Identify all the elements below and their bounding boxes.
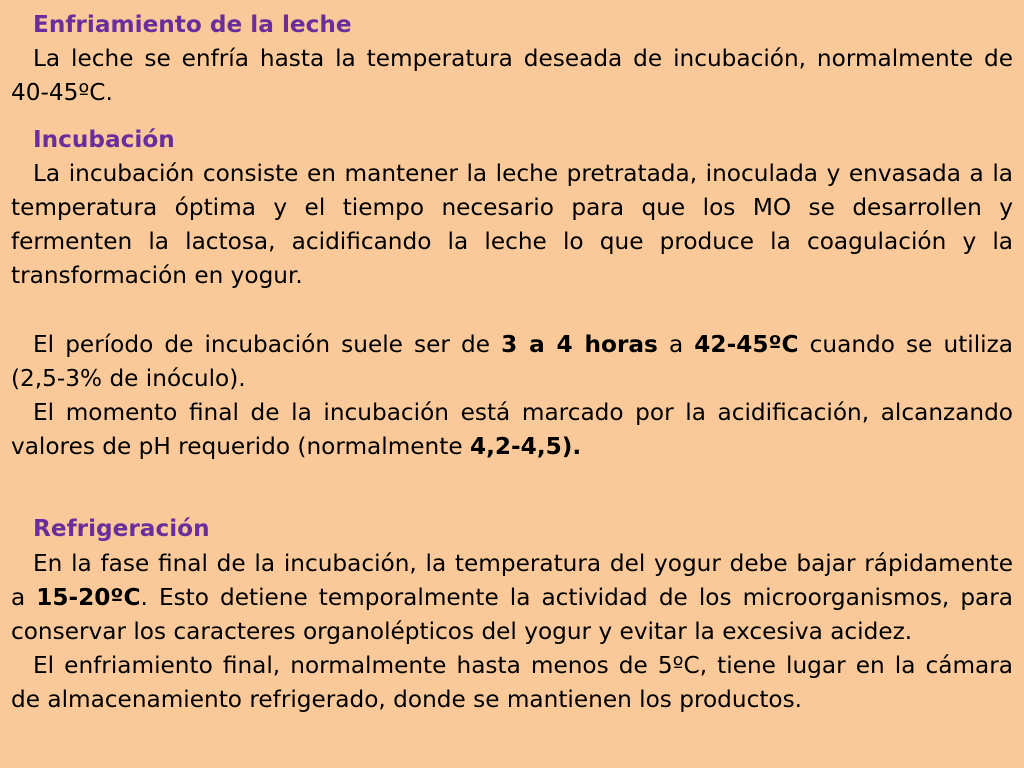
bold-temperature: 42-45ºC [694,330,799,358]
section-enfriamiento [11,8,1013,111]
paragraph-incubacion-2 [11,328,1013,396]
text-span: El momento final de la incubación está marcado por la acidificación, alcanzando valores de pH requerido (normalmente [11,399,1013,461]
paragraph-enfriamiento: La leche se enfría hasta la temperatura deseada de incubación, normalmente de 40-45ºC. [11,45,1013,107]
paragraph-refrigeracion-1 [11,547,1013,650]
text-span: . Esto detiene temporalmente la actividad de los microorganismos, para conservar los caracteres organolépticos del yogur y evitar la excesiva acidez. [11,583,1013,646]
bold-duration: 3 a 4 horas [501,330,658,358]
section-refrigeracion [11,512,1013,717]
section-incubacion [11,123,1013,465]
paragraph-incubacion-1: La incubación consiste en mantener la leche pretratada, inoculada y envasada a la temperatura óptima y el tiempo necesario para que los MO se desarrollen y fermenten la lactosa, acidificando la leche lo que produce la coagulación y la transformación en yogur. [11,159,1013,290]
section-title-incubacion: Incubación [33,125,175,153]
text-span: a [657,330,695,358]
bold-temperature: 15-20ºC [36,583,141,611]
section-title-refrigeracion: Refrigeración [33,515,210,543]
bold-ph-range: 4,2-4,5). [469,433,582,461]
text-span: En la fase final de la incubación, la temperatura del yogur debe bajar rápidamente a [11,549,1013,611]
text-span: cuando se utiliza (2,5-3% de inóculo). [11,330,1014,392]
paragraph-incubacion-3 [11,396,1013,464]
section-title-enfriamiento: Enfriamiento de la leche [33,11,352,38]
spacer [11,111,1013,123]
paragraph-refrigeracion-2: El enfriamiento final, normalmente hasta menos de 5ºC, tiene lugar en la cámara de almacenamiento refrigerado, donde se mantienen los productos. [11,652,1013,714]
spacer [11,294,1013,328]
spacer [11,464,1013,512]
text-span: El período de incubación suele ser de [33,330,502,358]
